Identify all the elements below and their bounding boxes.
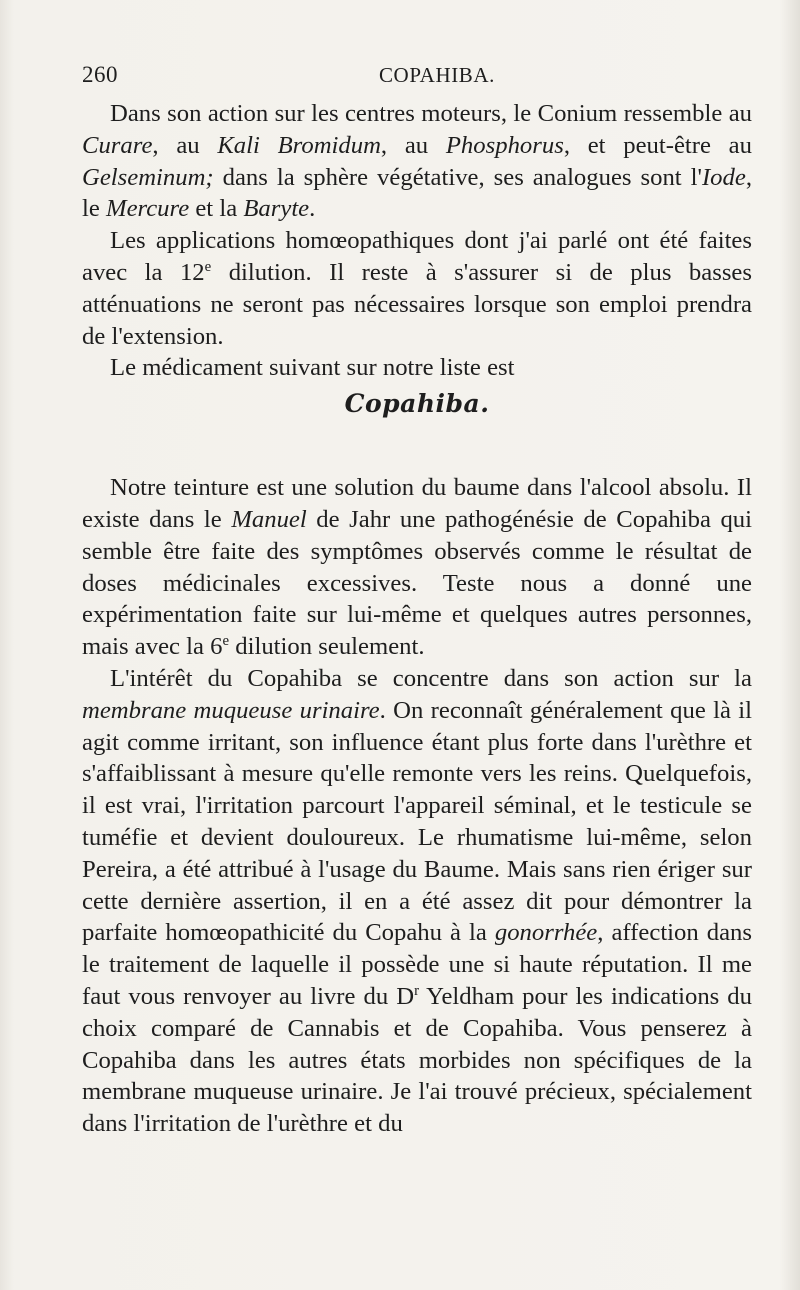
text-run: , le xyxy=(82,163,752,223)
text-run: dilution seulement. xyxy=(229,633,425,661)
superscript: r xyxy=(414,982,419,999)
italic-term: membrane muqueuse urinaire xyxy=(82,696,380,724)
italic-title: Manuel xyxy=(231,505,307,533)
text-run: de Jahr une pathogénésie de Copahiba qui semble être faite des symptômes observés comme le résultat de doses médicinales excessives. Teste nous a donné une expérimentation faite sur lui-même et quelques autres personnes, mais avec la 6 xyxy=(82,505,752,661)
text-run: Le médicament suivant sur notre liste est xyxy=(110,354,515,382)
italic-remedy-name: Kali Bromidum xyxy=(217,131,381,159)
paragraph-tincture xyxy=(82,472,752,663)
superscript: e xyxy=(222,632,230,649)
text-run: L'intérêt du Copahiba se concentre dans son action sur la xyxy=(110,664,752,692)
text-run: , et peut-être au xyxy=(563,131,752,159)
text-run: Dans son action sur les centres moteurs, le Conium ressemble au xyxy=(110,100,752,127)
text-run: . On reconnaît généralement que là il agit comme irritant, son influence étant plus forte dans l'urèthre et s'affaiblissant à mesure qu'elle remonte vers les reins. Quelquefois, il est vrai, l'irritation parcourt l'appareil séminal, et le testicule se tuméfie et devient douloureux. Le rhumatisme lui-même, selon Pereira, a été attribué à l'usage du Baume. Mais sans rien ériger sur cette dernière assertion, il en a été assez dit pour démontrer la parfaite homœopathicité du Copahu à la xyxy=(82,696,752,947)
text-run: , au xyxy=(380,131,446,159)
paragraph-dilution xyxy=(82,225,752,352)
text-run: Les applications homœopathiques dont j'ai parlé ont été faites avec la 12 xyxy=(82,227,752,286)
paragraph-next-remedy xyxy=(82,352,752,384)
page-header xyxy=(82,58,752,92)
italic-remedy-name: Baryte xyxy=(243,195,310,223)
text-run: . xyxy=(309,195,316,223)
running-title: COPAHIBA. xyxy=(378,63,496,87)
italic-remedy-name: Gelseminum; xyxy=(82,163,214,191)
italic-remedy-name: Iode xyxy=(701,163,746,191)
superscript: e xyxy=(204,258,212,275)
italic-remedy-name: Phosphorus xyxy=(445,131,564,159)
page-number: 260 xyxy=(82,62,118,87)
paragraph-conium xyxy=(82,98,752,225)
italic-remedy-name: Mercure xyxy=(106,195,190,223)
italic-remedy-name: Curare xyxy=(82,131,153,159)
text-run: Notre teinture est une solution du baume dans l'alcool absolu. Il existe dans le xyxy=(82,474,752,533)
text-run: , affection dans le traitement de laquelle il possède une si haute réputation. Il me faut vous renvoyer au livre du D xyxy=(82,919,752,1010)
text-run: dans la sphère végétative, ses analogues sont l' xyxy=(213,163,702,191)
italic-term: gonorrhée xyxy=(494,919,598,947)
body-text xyxy=(82,98,752,1140)
section-heading: Copahiba. xyxy=(344,389,490,419)
paragraph-urinary-membrane xyxy=(82,663,752,1140)
text-run: dilution. Il reste à s'assurer si de plus basses atténuations ne seront pas nécessaires lorsque son emploi prendra de l'extension. xyxy=(82,258,752,350)
text-run: et la xyxy=(189,195,244,223)
text-run: , au xyxy=(152,131,218,159)
text-run: Yeldham pour les indications du choix comparé de Cannabis et de Copahiba. Vous penserez à Copahiba dans les autres états morbides non spécifiques de la membrane muqueuse urinaire. Je l'ai trouvé précieux, spécialement dans l'irritation de l'urèthre et du xyxy=(82,982,752,1138)
